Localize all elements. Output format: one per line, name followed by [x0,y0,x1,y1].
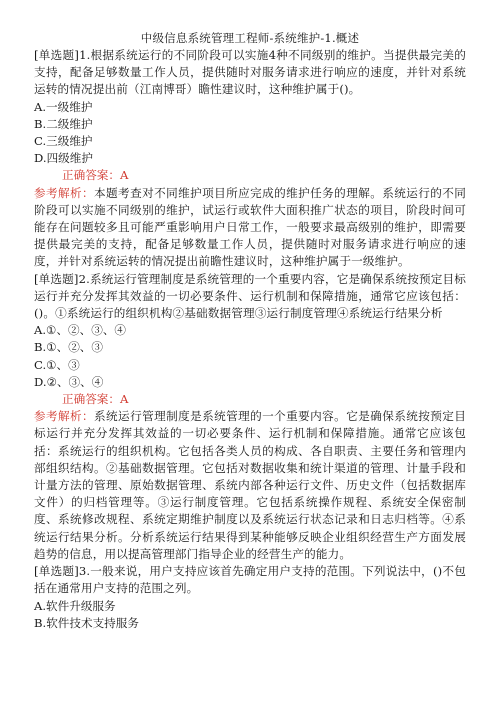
question-2-analysis [34,408,466,563]
question-1-stem: [单选题]1.根据系统运行的不同阶段可以实施4种不同级别的维护。当提供最完美的支持，配备足够数量工作人员，提供随时对服务请求进行响应的速度，并针对系统运转的情况提出前（江南博哥）瞻性建议时，这种维护属于()。 [34,48,466,97]
question-1-answer [34,167,466,184]
analysis-text: 本题考查对不同维护项目所应完成的维护任务的理解。系统运行的不同阶段可以实施不同级别的维护，试运行或软件大面积推广状态的项目，阶段时间可能存在问题较多且可能严重影响用户日常工作，一般要求最高级别的维护，即需要提供最完美的支持，配备足够数量工作人员，提供随时对服务请求进行响应的速度，并针对系统运转的情况提出前瞻性建议时，这种维护属于一级维护。 [34,185,466,269]
question-2-option-d: D.②、③、④ [34,374,104,389]
question-2-stem: [单选题]2.系统运行管理制度是系统管理的一个重要内容，它是确保系统按预定目标运行并充分发挥其效益的一切必要条件、运行机制和保障措施，通常它应该包括：()。①系统运行的组织机构②基础数据管理③运行制度管理④系统运行结果分析 [34,271,466,321]
question-2-option-b: B.①、②、③ [34,340,103,355]
question-1-analysis [34,185,466,271]
analysis-label: 参考解析： [34,409,95,424]
question-1-option-a: A.一级维护 [34,99,93,114]
answer-value: A [119,168,129,183]
question-3-stem: [单选题]3.一般来说，用户支持应该首先确定用户支持的范围。下列说法中，()不包括在通常用户支持的范围之列。 [34,564,466,596]
analysis-label: 参考解析： [34,185,95,200]
question-3-option-a: A.软件升级服务 [34,598,116,613]
question-2-option-a: A.①、②、③、④ [34,323,127,338]
analysis-text: 系统运行管理制度是系统管理的一个重要内容。它是确保系统按预定目标运行并充分发挥其效益的一切必要条件、运行机制和保障措施。通常它应该包括：系统运行的组织机构。它包括各类人员的构成、各自职责、主要任务和管理内部组织结构。②基础数据管理。它包括对数据收集和统计渠道的管理、计量手段和计量方法的管理、原始数据管理、系统内部各种运行文件、历史文件（包括数据库文件）的归档管理等。③运行制度管理。它包括系统操作规程、系统安全保密制度、系统修改规程、系统定期维护制度以及系统运行状态记录和日志归档等。④系统运行结果分析。分析系统运行结果得到某种能够反映企业组织经营生产方面发展趋势的信息，用以提高管理部门指导企业的经营生产的能力。 [34,409,466,561]
question-2-answer [34,391,466,408]
document-page [34,30,466,632]
answer-label: 正确答案： [62,168,120,183]
document-title: 中级信息系统管理工程师-系统维护-1.概述 [140,31,360,45]
answer-value: A [119,392,129,407]
question-2-option-c: C.①、③ [34,357,80,372]
question-1-option-b: B.二级维护 [34,116,93,131]
answer-label: 正确答案： [62,392,120,407]
question-3-option-b: B.软件技术支持服务 [34,615,139,630]
question-1-option-d: D.四级维护 [34,151,93,166]
question-1-option-c: C.三级维护 [34,134,93,149]
